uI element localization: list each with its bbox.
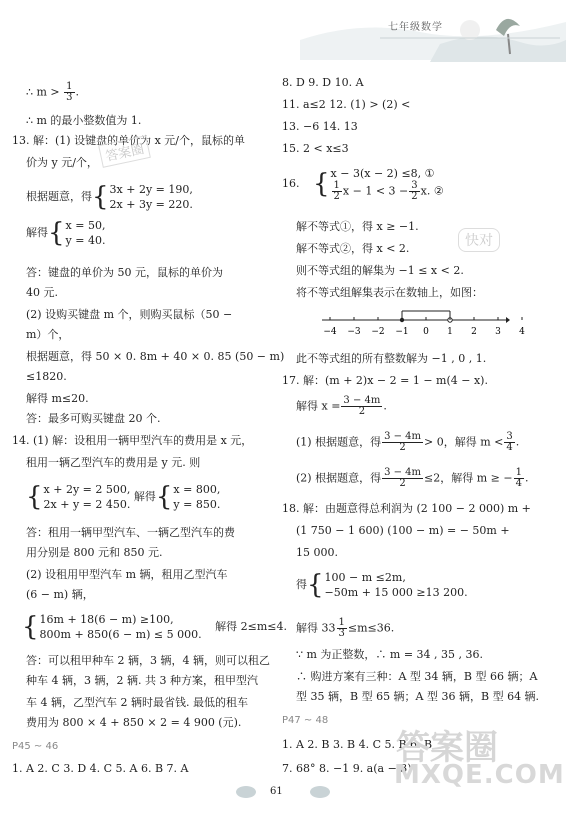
number-line-label: 4	[519, 327, 525, 337]
q13-line-e: 答：键盘的单价为 50 元，鼠标的单价为	[26, 266, 223, 279]
q18-line-h: 型 35 辆，B 型 65 辆；A 型 36 辆，B 型 64 辆.	[296, 690, 540, 703]
q14-line-k: 费用为 800 × 4 + 850 × 2 = 4 900 (元).	[26, 716, 242, 729]
footer-birds-decoration	[228, 780, 338, 804]
q13-line-f: 40 元.	[26, 286, 58, 299]
answers-p47: 1. A 2. B 3. B 4. C 5. B 6. B	[282, 738, 433, 751]
section-p45: P45 ~ 46	[12, 741, 59, 752]
q17-line-a: 17. 解：(m + 2)x − 2 = 1 − m(4 − x).	[282, 374, 488, 387]
q18-line-b: (1 750 − 1 600) (100 − m) = − 50m +	[296, 524, 510, 537]
q14-line-c: 答：租用一辆甲型汽车、一辆乙型汽车的费	[26, 526, 235, 539]
q13-line-h: m）个，	[26, 328, 70, 341]
section-p47: P47 ~ 48	[282, 715, 329, 726]
q17-line-b: 解得 x = $\frac{3 - 4m}{2}$ .	[296, 395, 387, 417]
answers-p45: 1. A 2. C 3. D 4. C 5. A 6. B 7. A	[12, 762, 189, 775]
q16-line-a: 解不等式①，得 x ≥ −1.	[296, 220, 419, 233]
q13-line-j: ≤1820.	[26, 370, 67, 383]
q14-line-d: 用分别是 800 元和 850 元.	[26, 546, 163, 559]
number-line-label: 3	[495, 327, 501, 337]
q16-line-e: 此不等式组的所有整数解为 −1 , 0 , 1.	[296, 352, 487, 365]
q18-line-g: ∴ 购进方案有三种：A 型 34 辆，B 型 66 辆；A	[296, 670, 538, 683]
watermark-stamp-left: 答案圈	[98, 135, 151, 168]
q13-line-k: 解得 m≤20.	[26, 392, 89, 405]
q18-line-e: 解得 33 $\frac{1}{3}$ ≤m≤36.	[296, 617, 395, 639]
fraction: $\frac{1}{3}$	[66, 81, 73, 103]
r-line-1: 8. D 9. D 10. A	[282, 76, 364, 89]
q13-system: 根据题意，得{ 3x + 2y = 190, 2x + 3y = 220.	[26, 182, 193, 212]
q14-line-f: (6 − m) 辆，	[26, 588, 94, 601]
q18-line-c: 15 000.	[296, 546, 338, 559]
q17-line-d: (2) 根据题意，得 $\frac{3 - 4m}{2}$ ≤2，解得 m ≥ − $\frac{1}{4}$ .	[296, 467, 529, 489]
watermark-stamp-right: 快对	[458, 228, 500, 252]
q18-system: 得{ 100 − m ≤2m, −50m + 15 000 ≥13 200.	[296, 570, 468, 600]
r-line-2: 11. a≤2 12. (1) > (2) <	[282, 98, 411, 111]
q13-line-b: 价为 y 元/个，	[26, 156, 98, 169]
q13-solution: 解得{ x = 50, y = 40.	[26, 218, 106, 248]
q17-line-c: (1) 根据题意，得 $\frac{3 - 4m}{2}$ > 0，解得 m < $\frac{3}{4}$ .	[296, 431, 520, 453]
watermark-url: MXQE.COM	[394, 760, 565, 790]
q14-system-2: { 16m + 18(6 − m) ≥100, 800m + 850(6 − m) ≤ 5 000. 解得 2≤m≤4.	[22, 612, 287, 642]
q13-line-l: 答：最多可购买键盘 20 个.	[26, 412, 161, 425]
header-decoration	[0, 0, 566, 62]
q16-line-d: 将不等式组解集表示在数轴上，如图：	[296, 286, 483, 299]
number-line-label: −1	[395, 327, 409, 337]
number-line-label: 0	[423, 327, 429, 337]
q14-line-e: (2) 设租用甲型汽车 m 辆，租用乙型汽车	[26, 568, 228, 581]
q16-line-c: 则不等式组的解集为 −1 ≤ x < 2.	[296, 264, 464, 277]
watermark-bottom: 答案圈	[396, 728, 498, 768]
q14-line-a: 14. (1) 解：设租用一辆甲型汽车的费用是 x 元，	[12, 434, 253, 447]
q16-line-b: 解不等式②，得 x < 2.	[296, 242, 410, 255]
line-min-int: ∴ m 的最小整数值为 1.	[26, 114, 142, 127]
number-line-label: −4	[323, 327, 337, 337]
number-line-label: −2	[371, 327, 385, 337]
q14-system: { x + 2y = 2 500, 2x + y = 2 450. 解得{ x = 800, y = 850.	[26, 482, 221, 512]
header-band	[0, 0, 566, 62]
q16-system: 16. { x − 3(x − 2) ≤8, ① $\frac{1}{2}$ x − 1 < 3 − $\frac{3}{2}$ x. ②	[282, 167, 444, 202]
q14-line-b: 租用一辆乙型汽车的费用是 y 元. 则	[26, 456, 201, 469]
q13-line-g: (2) 设购买键盘 m 个，则购买鼠标（50 −	[26, 308, 233, 321]
answers-p47-b: 7. 68° 8. −1 9. a(a − 3)	[282, 762, 412, 775]
q14-line-i: 种车 4 辆，3 辆，2 辆. 共 3 种方案，租甲型汽	[26, 674, 258, 687]
grade-title: 七年级数学	[388, 22, 443, 33]
number-line-label: 2	[471, 327, 477, 337]
number-line-label: −3	[347, 327, 361, 337]
q13-line-a: 13. 解：(1) 设键盘的单价为 x 元/个，鼠标的单	[12, 134, 245, 147]
q14-line-j: 车 4 辆，乙型汽车 2 辆时最省钱. 最低的租车	[26, 696, 248, 709]
q18-line-f: ∵ m 为正整数，∴ m = 34 , 35 , 36.	[296, 648, 484, 661]
r-line-4: 15. 2 < x≤3	[282, 142, 349, 155]
number-line	[320, 306, 525, 346]
number-line-label: 1	[447, 327, 453, 337]
q18-line-a: 18. 解：由题意得总利润为 (2 100 − 2 000) m +	[282, 502, 531, 515]
q14-line-h: 答：可以租甲种车 2 辆，3 辆，4 辆，则可以租乙	[26, 654, 270, 667]
page-number: 61	[270, 786, 283, 797]
r-line-3: 13. −6 14. 13	[282, 120, 358, 133]
q13-line-i: 根据题意，得 50 × 0. 8m + 40 × 0. 85 (50 − m)	[26, 350, 285, 363]
line-m-greater: ∴ m > $\frac{1}{3}$ .	[26, 81, 80, 103]
